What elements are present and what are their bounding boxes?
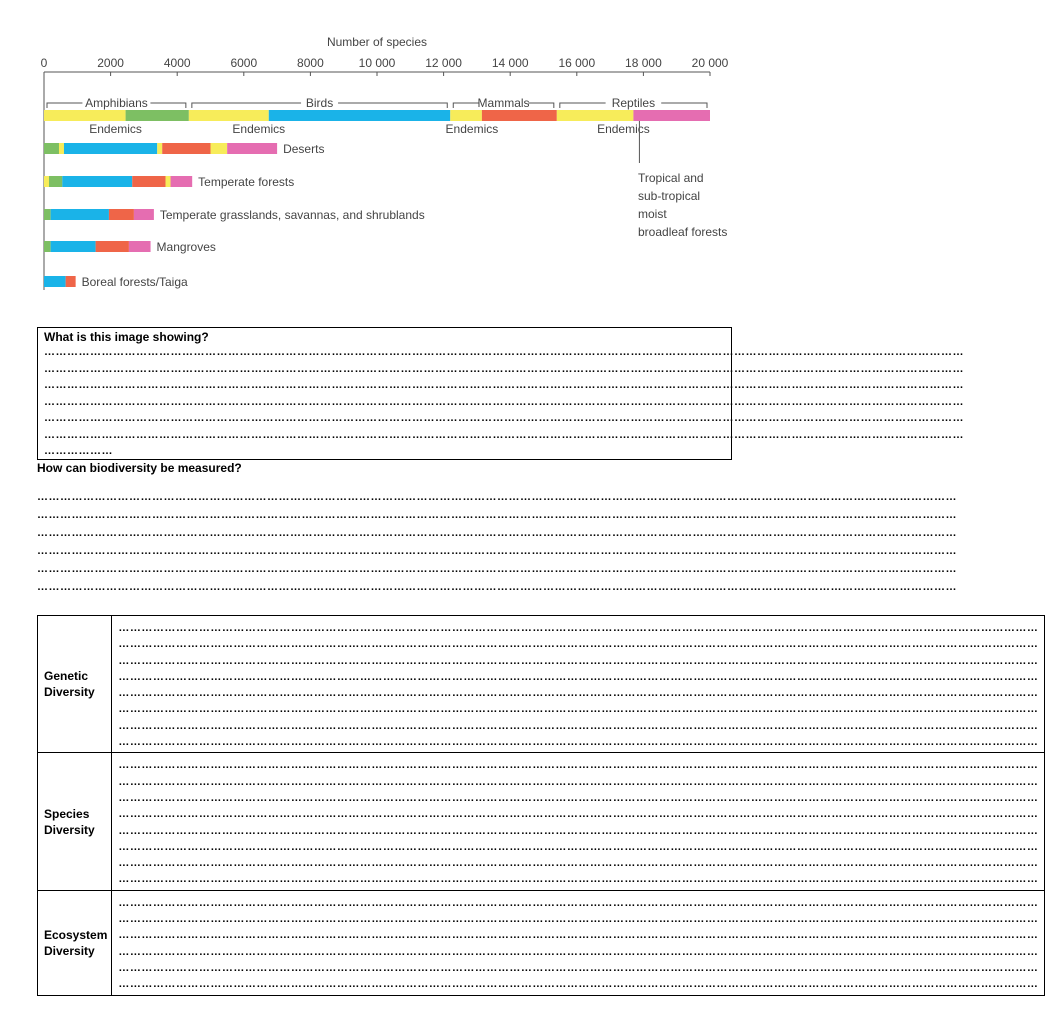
answer-cell-genetic[interactable] — [112, 616, 1045, 753]
answer-line: …………………………………………………………………………………………………………………………………………………………………………………………………………………… — [37, 581, 957, 593]
answer-line: …………………………………………………………………………………………………………………………………………………………………………………………………………………… — [118, 857, 1039, 870]
biome-bar-segment — [109, 209, 134, 220]
top-bar-segment — [557, 110, 634, 121]
question-image-showing: What is this image showing? — [44, 330, 209, 344]
answer-line: …………………………………………………………………………………………………………………………………………………………………………………………………………………… — [37, 545, 957, 557]
biome-label: Mangroves — [156, 240, 216, 254]
answer-line: …………………………………………………………………………………………………………………………………………………………………………………………………………………… — [37, 491, 957, 503]
answer-lines-image[interactable] — [44, 344, 964, 460]
answer-line: …………………………………………………………………………………………………………………………………………………………………………………………………………………… — [118, 638, 1039, 651]
answer-line: …………………………………………………………………………………………………………………………………………………………………………………………………………………… — [37, 563, 957, 575]
annotation-text: moist — [638, 207, 667, 221]
answer-line: …………………………………………………………………………………………………………………………………………………………………………………………………………………… — [118, 873, 1039, 886]
answer-line: …………………………………………………………………………………………………………………………………………………………………………………………………………………… — [118, 703, 1039, 716]
answer-cell-ecosystem[interactable] — [112, 890, 1045, 995]
biome-bar-segment — [51, 209, 109, 220]
biome-bar-segment — [166, 176, 171, 187]
annotation-text: sub-tropical — [638, 189, 701, 203]
answer-line: …………………………………………………………………………………………………………………………………………………………………………………………………………………… — [118, 687, 1039, 700]
biome-bar-segment — [59, 143, 64, 154]
diversity-table — [37, 615, 1045, 996]
top-bar-segment — [482, 110, 557, 121]
biome-bar-segment — [51, 241, 96, 252]
annotation-text: Tropical and — [638, 171, 704, 185]
answer-line: …………………………………………………………………………………………………………………………………………………………………………………………………………………… — [118, 961, 1039, 974]
table-row — [38, 890, 1045, 995]
biome-bar-segment — [44, 209, 51, 220]
x-tick-label: 14 000 — [491, 56, 529, 70]
top-bar-segment — [633, 110, 710, 121]
answer-line: …………………………………………………………………………………………………………………………………………………………………………………………………………………… — [118, 670, 1039, 683]
answer-line: …………………………………………………………………………………………………………………………………………………………………………………………………………………… — [118, 622, 1039, 634]
biome-bar-segment — [44, 241, 51, 252]
x-tick-label: 20 000 — [691, 56, 729, 70]
row-label-ecosystem: Ecosystem Diversity — [38, 890, 112, 995]
x-tick-label: 8000 — [297, 56, 324, 70]
biome-label: Deserts — [283, 142, 325, 156]
endemics-label: Endemics — [89, 122, 142, 136]
x-tick-label: 10 000 — [358, 56, 396, 70]
biome-label: Boreal forests/Taiga — [81, 275, 188, 289]
top-bar-segment — [450, 110, 482, 121]
biome-bar-segment — [171, 176, 193, 187]
answer-line: …………………………………………………………………………………………………………………………………………………………………………………………………………………… — [118, 913, 1039, 926]
group-label: Amphibians — [85, 96, 148, 110]
endemics-label: Endemics — [445, 122, 499, 136]
top-bar-segment — [189, 110, 269, 121]
endemics-label: Endemics — [232, 122, 286, 136]
answer-lines-measure[interactable] — [37, 488, 957, 596]
answer-line: …………………………………………………………………………………………………………………………………………………………………………………………………………………… — [118, 840, 1039, 853]
answer-line: …………………………………………………………………………………………………………………………………………………………………………………………………………………… — [44, 428, 964, 441]
biome-bar-segment — [132, 176, 165, 187]
top-bar-segment — [126, 110, 189, 121]
answer-line: …………………………………………………………………………………………………………………………………………………………………………………………………………………… — [118, 719, 1039, 732]
answer-line: …………………………………………………………………………………………………………………………………………………………………………………………………………………… — [118, 824, 1039, 837]
answer-line: …………………………………………………………………………………………………………………………………………………………………………………………………………………… — [37, 527, 957, 539]
table-row — [38, 616, 1045, 753]
top-bar-segment — [44, 110, 126, 121]
x-tick-label: 16 000 — [558, 56, 596, 70]
answer-line: …………………………………………………………………………………………………………………………………………………………………………………………………………………… — [118, 791, 1039, 804]
answer-line: …………………………………………………………………………………………………………………………………………………………………………………………………………………… — [37, 509, 957, 521]
group-label: Reptiles — [611, 96, 656, 110]
biome-label: Temperate forests — [198, 175, 295, 189]
biome-label: Temperate grasslands, savannas, and shrublands — [159, 208, 425, 222]
x-tick-label: 2000 — [97, 56, 124, 70]
biome-bar-segment — [44, 176, 49, 187]
answer-line: …………………………………………………………………………………………………………………………………………………………………………………………………………………… — [44, 412, 964, 424]
biome-bar-segment — [66, 276, 76, 287]
biome-bar-segment — [62, 176, 132, 187]
answer-line: …………………………………………………………………………………………………………………………………………………………………………………………………………………… — [118, 759, 1039, 772]
biome-bar-segment — [44, 276, 66, 287]
biome-bar-segment — [157, 143, 162, 154]
group-label: Mammals — [477, 96, 530, 110]
biome-bar-segment — [49, 176, 62, 187]
row-label-genetic: Genetic Diversity — [38, 616, 112, 753]
answer-line: …………………………………………………………………………………………………………………………………………………………………………………………………………………… — [118, 929, 1039, 942]
biome-bar-segment — [162, 143, 210, 154]
biome-bar-segment — [227, 143, 277, 154]
answer-line: …………………………………………………………………………………………………………………………………………………………………………………………………………………… — [118, 808, 1039, 821]
x-tick-label: 18 000 — [625, 56, 662, 70]
biome-bar-segment — [44, 143, 59, 154]
biome-bar-segment — [211, 143, 228, 154]
x-tick-label: 4000 — [163, 56, 191, 70]
group-label: Birds — [305, 96, 334, 110]
biome-bar-segment — [134, 209, 154, 220]
endemics-label: Endemics — [597, 122, 650, 136]
x-axis-title: Number of species — [326, 35, 428, 49]
x-tick-label: 6000 — [230, 56, 258, 70]
answer-line: …………………………………………………………………………………………………………………………………………………………………………………………………………………… — [44, 362, 964, 375]
row-label-species: Species Diversity — [38, 753, 112, 890]
top-bar-segment — [269, 110, 450, 121]
answer-line: …………………………………………………………………………………………………………………………………………………………………………………………………………………… — [118, 775, 1039, 788]
species-chart — [0, 0, 768, 310]
answer-line: …………………………………………………………………………………………………………………………………………………………………………………………………………………… — [118, 654, 1039, 667]
biome-bar-segment — [129, 241, 151, 252]
question-measure-biodiversity: How can biodiversity be measured? — [37, 461, 242, 475]
answer-line: …………………………………………………………………………………………………………………………………………………………………………………………………………………… — [118, 978, 1039, 991]
answer-line: …………………………………………………………………………………………………………………………………………………………………………………………………………………… — [44, 395, 964, 408]
answer-line: …………………………………………………………………………………………………………………………………………………………………………………………………………………… — [44, 346, 964, 358]
answer-line-short: ……………… — [44, 445, 113, 457]
answer-line: …………………………………………………………………………………………………………………………………………………………………………………………………………………… — [44, 379, 964, 391]
biome-bar-segment — [96, 241, 129, 252]
answer-line: …………………………………………………………………………………………………………………………………………………………………………………………………………………… — [118, 736, 1039, 749]
answer-line: …………………………………………………………………………………………………………………………………………………………………………………………………………………… — [118, 945, 1039, 958]
x-tick-label: 12 000 — [425, 56, 462, 70]
answer-line: …………………………………………………………………………………………………………………………………………………………………………………………………………………… — [118, 896, 1039, 909]
biome-bar-segment — [64, 143, 157, 154]
table-row — [38, 753, 1045, 890]
annotation-text: broadleaf forests — [638, 225, 728, 239]
answer-cell-species[interactable] — [112, 753, 1045, 890]
x-tick-label: 0 — [40, 56, 48, 70]
